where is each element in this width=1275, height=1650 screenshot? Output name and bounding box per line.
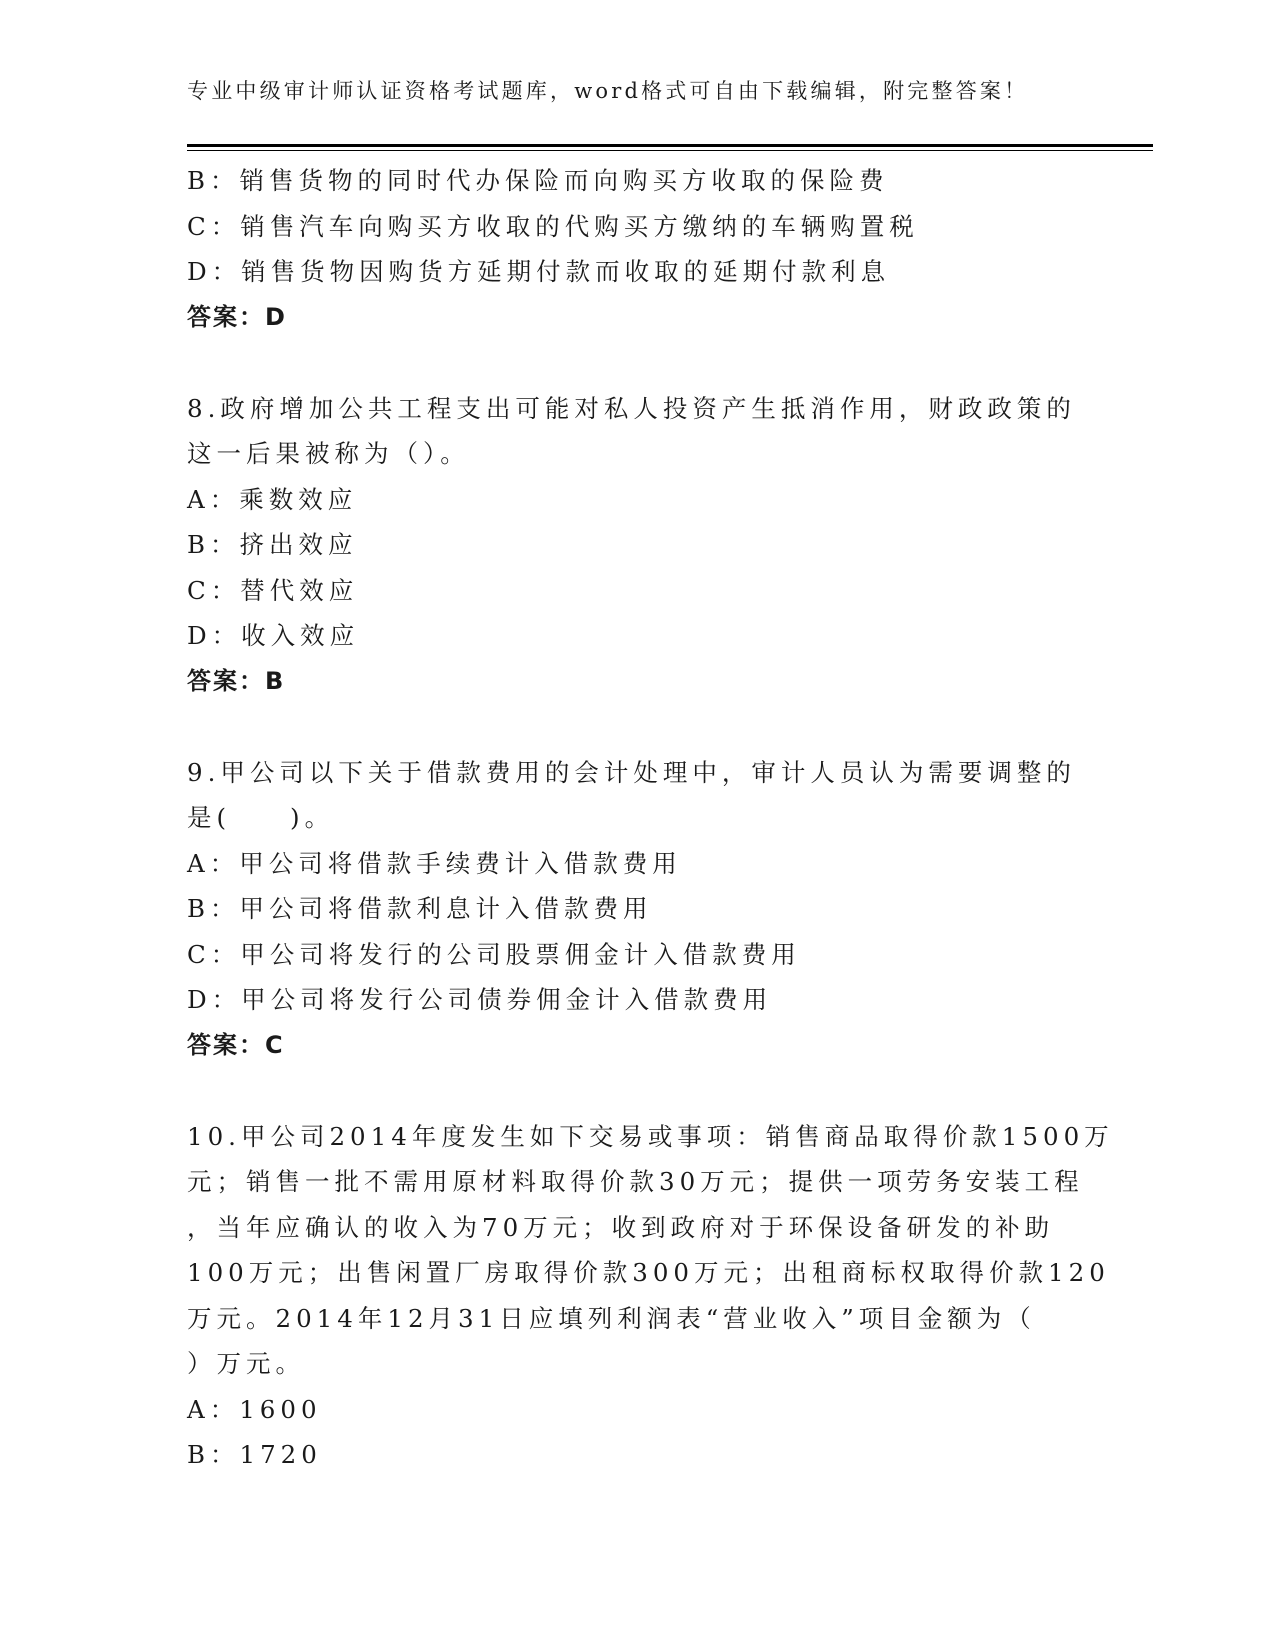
q8-answer: 答案：B bbox=[187, 666, 286, 695]
q7-option-d: D：销售货物因购货方延期付款而收取的延期付款利息 bbox=[187, 257, 891, 286]
spacer bbox=[187, 1068, 1087, 1114]
q10-stem-line-4: 100万元；出售闲置厂房取得价款300万元；出租商标权取得价款120 bbox=[187, 1258, 1110, 1287]
spacer bbox=[187, 340, 1087, 386]
page-header: 专业中级审计师认证资格考试题库，word格式可自由下载编辑，附完整答案！ bbox=[187, 79, 1029, 103]
q9-option-a: A：甲公司将借款手续费计入借款费用 bbox=[187, 848, 682, 878]
q9-answer: 答案：C bbox=[187, 1030, 285, 1059]
q8-option-b: B：挤出效应 bbox=[187, 530, 358, 559]
q8-stem-line-1: 8.政府增加公共工程支出可能对私人投资产生抵消作用，财政政策的 bbox=[187, 393, 1076, 423]
q7-option-c: C：销售汽车向购买方收取的代购买方缴纳的车辆购置税 bbox=[187, 211, 919, 241]
q7-answer: 答案：D bbox=[187, 302, 287, 331]
q10-stem-line-1: 10.甲公司2014年度发生如下交易或事项：销售商品取得价款1500万 bbox=[187, 1121, 1114, 1151]
q8-option-a: A：乘数效应 bbox=[187, 484, 358, 514]
header-rule-thin bbox=[187, 150, 1153, 151]
q10-option-b: B：1720 bbox=[187, 1440, 322, 1469]
q10-stem-line-6: ）万元。 bbox=[187, 1349, 305, 1378]
q10-stem-line-5: 万元。2014年12月31日应填列利润表“营业收入”项目金额为（ bbox=[187, 1303, 1036, 1333]
document-body bbox=[187, 158, 1114, 1478]
header-rule-thick bbox=[187, 144, 1153, 147]
q10-stem-line-3: ，当年应确认的收入为70万元；收到政府对于环保设备研发的补助 bbox=[187, 1212, 1055, 1242]
q7-option-b: B：销售货物的同时代办保险而向购买方收取的保险费 bbox=[187, 166, 889, 195]
q8-stem-line-2: 这一后果被称为（）。 bbox=[187, 439, 470, 468]
spacer bbox=[187, 704, 1087, 750]
q9-option-c: C：甲公司将发行的公司股票佣金计入借款费用 bbox=[187, 939, 801, 969]
q8-option-d: D：收入效应 bbox=[187, 621, 360, 650]
q9-stem-line-2: 是( )。 bbox=[187, 803, 335, 832]
q10-stem-line-2: 元；销售一批不需用原材料取得价款30万元；提供一项劳务安装工程 bbox=[187, 1167, 1084, 1196]
q9-stem-line-1: 9.甲公司以下关于借款费用的会计处理中，审计人员认为需要调整的 bbox=[187, 757, 1076, 787]
q8-option-c: C：替代效应 bbox=[187, 575, 359, 605]
q9-option-b: B：甲公司将借款利息计入借款费用 bbox=[187, 894, 653, 923]
q10-option-a: A：1600 bbox=[187, 1394, 322, 1424]
q9-option-d: D：甲公司将发行公司债券佣金计入借款费用 bbox=[187, 985, 773, 1014]
